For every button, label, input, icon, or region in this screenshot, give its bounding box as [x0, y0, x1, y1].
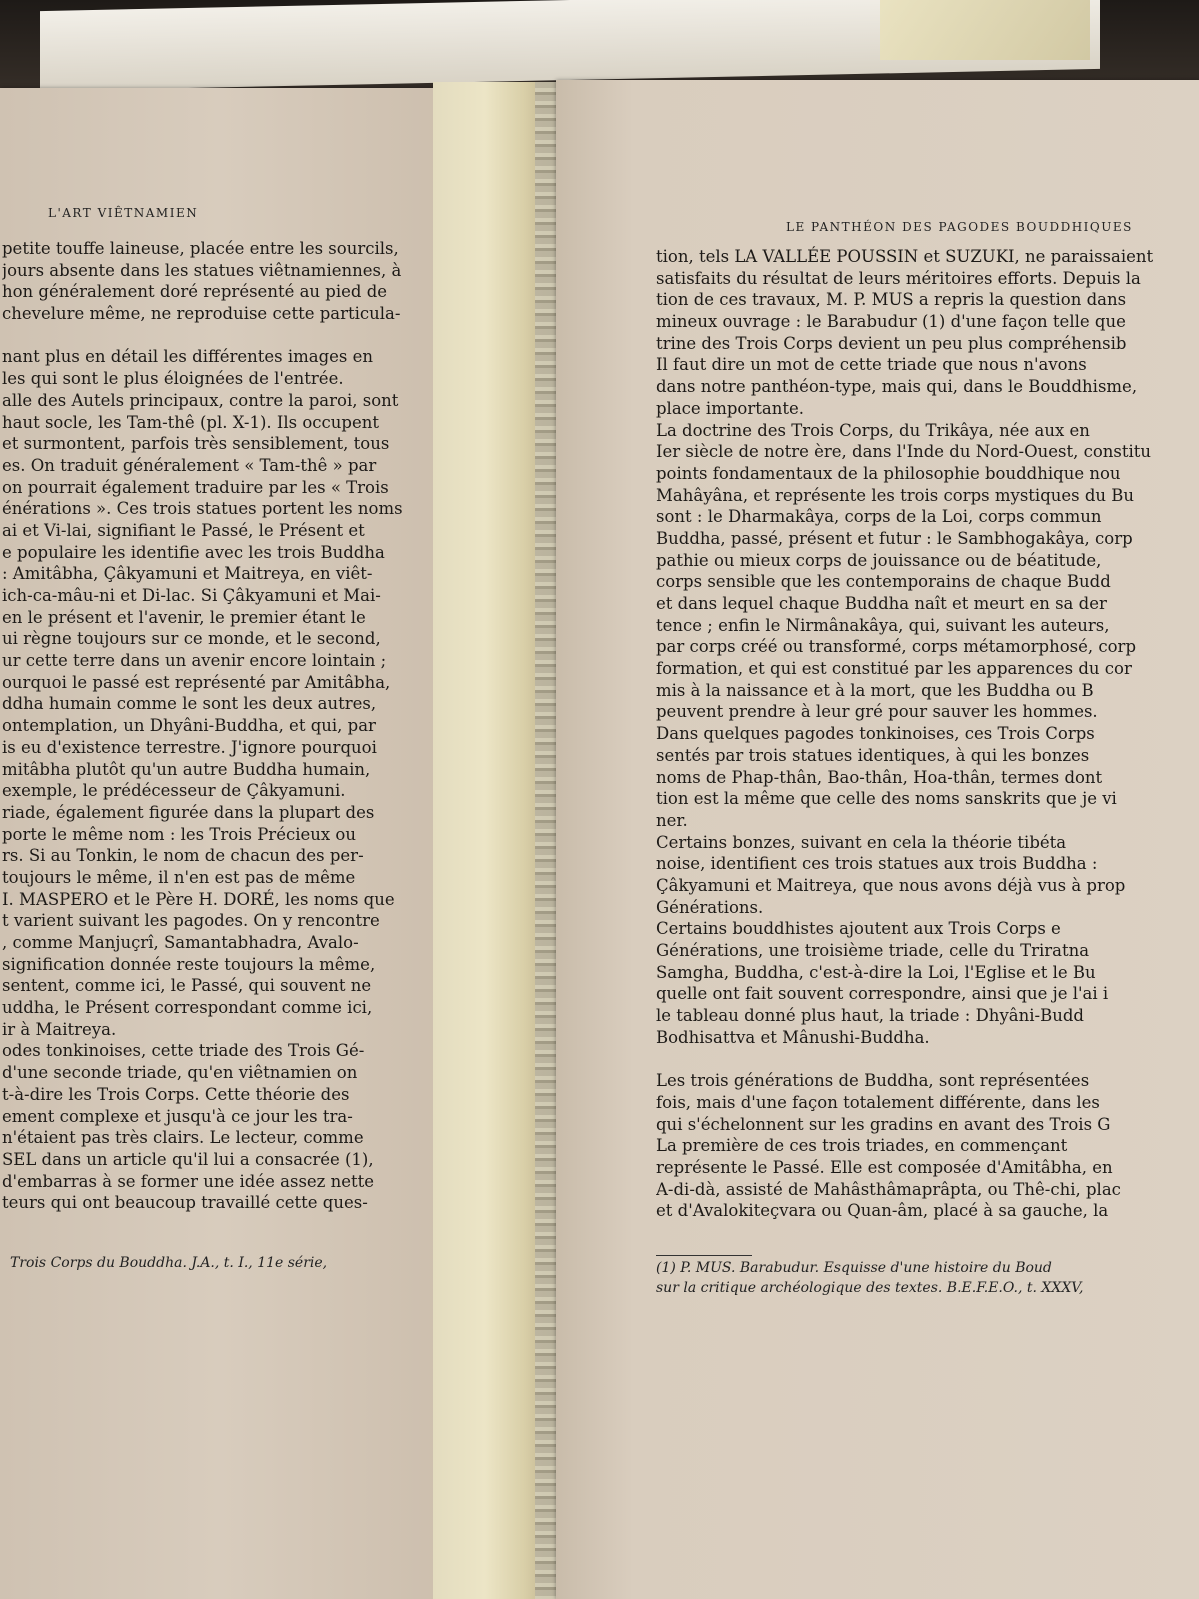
- text-line: noms de Phap-thân, Bao-thân, Hoa-thân, termes dont: [656, 767, 1103, 787]
- text-line: haut socle, les Tam-thê (pl. X-1). Ils occupent: [2, 412, 380, 432]
- text-line: Certains bonzes, suivant en cela la théorie tibéta: [656, 832, 1067, 852]
- text-line: rs. Si au Tonkin, le nom de chacun des per-: [2, 846, 364, 866]
- text-line: alle des Autels principaux, contre la paroi, sont: [2, 390, 399, 410]
- text-line: uddha, le Présent correspondant comme ici,: [2, 998, 373, 1018]
- text-line: pathie ou mieux corps de jouissance ou de béatitude,: [656, 550, 1102, 570]
- text-line: hon généralement doré représenté au pied de: [2, 282, 388, 302]
- text-line: ui règne toujours sur ce monde, et le second,: [2, 629, 381, 649]
- text-line: Buddha, passé, présent et futur : le Sambhogakâya, corp: [656, 528, 1133, 548]
- text-line: Générations, une troisième triade, celle du Triratna: [656, 941, 1090, 960]
- text-line: jours absente dans les statues viêtnamiennes, à: [2, 260, 402, 280]
- text-line: par corps créé ou transformé, corps métamorphosé, corp: [656, 637, 1137, 657]
- text-line: es. On traduit généralement « Tam-thê » par: [2, 455, 377, 475]
- text-line: ai et Vi-lai, signifiant le Passé, le Présent et: [2, 520, 365, 540]
- text-line: Ier siècle de notre ère, dans l'Inde du Nord-Ouest, constitu: [656, 442, 1152, 462]
- text-line: tion de ces travaux, M. P. MUS a repris la question dans: [656, 290, 1127, 310]
- text-line: porte le même nom : les Trois Précieux ou: [2, 824, 356, 844]
- left-page: [0, 88, 440, 1599]
- text-line: A-di-dà, assisté de Mahâsthâmaprâpta, ou Thê-chi, plac: [656, 1179, 1121, 1199]
- text-line: tence ; enfin le Nirmânakâya, qui, suivant les auteurs,: [656, 615, 1110, 635]
- text-line: nant plus en détail les différentes images en: [2, 347, 374, 367]
- text-line: sur la critique archéologique des textes. B.E.F.E.O., t. XXXV,: [656, 1280, 1084, 1296]
- text-line: ich-ca-mâu-ni et Di-lac. Si Çâkyamuni et Mai-: [2, 586, 381, 605]
- text-line: satisfaits du résultat de leurs méritoires efforts. Depuis la: [656, 268, 1141, 288]
- text-line: sentés par trois statues identiques, à qui les bonzes: [656, 745, 1090, 765]
- text-line: toujours le même, il n'en est pas de même: [2, 867, 356, 887]
- text-line: ur cette terre dans un avenir encore lointain ;: [2, 651, 387, 671]
- text-line: t varient suivant les pagodes. On y rencontre: [2, 911, 380, 931]
- text-line: Les trois générations de Buddha, sont représentées: [656, 1071, 1090, 1091]
- text-line: SEL dans un article qu'il lui a consacrée (1),: [2, 1149, 374, 1169]
- left-footnote: Trois Corps du Bouddha. J.A., t. I., 11e série,: [10, 1255, 328, 1271]
- footnote-rule: [656, 1255, 752, 1256]
- text-line: ontemplation, un Dhyâni-Buddha, et qui, par: [2, 716, 376, 736]
- text-line: tion est la même que celle des noms sanskrits que je vi: [656, 789, 1117, 809]
- text-line: n'étaient pas très clairs. Le lecteur, comme: [2, 1128, 364, 1148]
- left-page-body: [2, 238, 430, 1214]
- text-line: d'embarras à se former une idée assez nette: [2, 1171, 375, 1191]
- text-line: Mahâyâna, et représente les trois corps mystiques du Bu: [656, 485, 1135, 505]
- text-line: odes tonkinoises, cette triade des Trois Gé-: [2, 1041, 365, 1061]
- text-line: d'une seconde triade, qu'en viêtnamien on: [2, 1063, 358, 1083]
- text-line: trine des Trois Corps devient un peu plus compréhensib: [656, 333, 1127, 353]
- text-line: les qui sont le plus éloignées de l'entrée.: [2, 369, 344, 389]
- text-line: ner.: [656, 810, 688, 830]
- text-line: mineux ouvrage : le Barabudur (1) d'une façon telle que: [656, 312, 1126, 332]
- text-line: corps sensible que les contemporains de chaque Budd: [656, 572, 1111, 592]
- text-line: qui s'échelonnent sur les gradins en avant des Trois G: [656, 1114, 1111, 1134]
- text-line: ourquoi le passé est représenté par Amitâbha,: [2, 672, 391, 692]
- text-line: La première de ces trois triades, en commençant: [656, 1136, 1068, 1156]
- text-line: place importante.: [656, 398, 804, 418]
- text-line: quelle ont fait souvent correspondre, ainsi que je l'ai i: [656, 984, 1109, 1004]
- text-line: en le présent et l'avenir, le premier étant le: [2, 607, 366, 627]
- text-line: petite touffe laineuse, placée entre les sourcils,: [2, 239, 399, 258]
- text-line: riade, également figurée dans la plupart des: [2, 802, 375, 822]
- text-line: chevelure même, ne reproduise cette particula-: [2, 304, 401, 324]
- text-line: noise, identifient ces trois statues aux trois Buddha :: [656, 854, 1098, 874]
- right-page: [556, 80, 1199, 1599]
- background-tape: [880, 0, 1090, 60]
- text-line: Dans quelques pagodes tonkinoises, ces Trois Corps: [656, 724, 1095, 744]
- text-line: peuvent prendre à leur gré pour sauver les hommes.: [656, 702, 1098, 722]
- text-line: La doctrine des Trois Corps, du Trikâya, née aux en: [656, 420, 1090, 440]
- text-line: (1) P. MUS. Barabudur. Esquisse d'une histoire du Boud: [656, 1260, 1052, 1276]
- text-line: , comme Manjuçrî, Samantabhadra, Avalo-: [2, 933, 359, 952]
- text-line: [656, 1048, 1199, 1070]
- text-line: ement complexe et jusqu'à ce jour les tra-: [2, 1106, 353, 1126]
- text-line: Samgha, Buddha, c'est-à-dire la Loi, l'Eglise et le Bu: [656, 962, 1096, 982]
- text-line: t-à-dire les Trois Corps. Cette théorie des: [2, 1084, 350, 1104]
- text-line: e populaire les identifie avec les trois Buddha: [2, 542, 385, 562]
- text-line: tion, tels LA VALLÉE POUSSIN et SUZUKI, ne paraissaient: [656, 247, 1154, 266]
- text-line: fois, mais d'une façon totalement différente, dans les: [656, 1092, 1100, 1112]
- text-line: on pourrait également traduire par les « Trois: [2, 477, 389, 497]
- text-line: le tableau donné plus haut, la triade : Dhyâni-Budd: [656, 1006, 1084, 1026]
- text-line: ir à Maitreya.: [2, 1019, 117, 1039]
- text-line: signification donnée reste toujours la même,: [2, 954, 376, 974]
- right-footnote: [656, 1260, 1199, 1300]
- text-line: sentent, comme ici, le Passé, qui souvent ne: [2, 976, 372, 996]
- text-line: I. MASPERO et le Père H. DORÉ, les noms que: [2, 889, 395, 909]
- text-line: is eu d'existence terrestre. J'ignore pourquoi: [2, 737, 377, 757]
- text-line: énérations ». Ces trois statues portent les noms: [2, 499, 403, 519]
- text-line: et d'Avalokiteçvara ou Quan-âm, placé à sa gauche, la: [656, 1201, 1109, 1221]
- left-running-head: L'ART VIÊTNAMIEN: [48, 206, 199, 220]
- text-line: ddha humain comme le sont les deux autres,: [2, 694, 377, 714]
- text-line: teurs qui ont beaucoup travaillé cette ques-: [2, 1193, 368, 1213]
- text-line: représente le Passé. Elle est composée d'Amitâbha, en: [656, 1157, 1113, 1177]
- text-line: sont : le Dharmakâya, corps de la Loi, corps commun: [656, 507, 1102, 527]
- text-line: Il faut dire un mot de cette triade que nous n'avons: [656, 355, 1087, 375]
- text-line: dans notre panthéon-type, mais qui, dans le Bouddhisme,: [656, 377, 1138, 397]
- text-line: mis à la naissance et à la mort, que les Buddha ou B: [656, 680, 1094, 700]
- text-line: Çâkyamuni et Maitreya, que nous avons déjà vus à prop: [656, 875, 1126, 895]
- binding-seam: [535, 82, 557, 1599]
- text-line: mitâbha plutôt qu'un autre Buddha humain,: [2, 759, 371, 779]
- text-line: Certains bouddhistes ajoutent aux Trois Corps e: [656, 919, 1061, 939]
- text-line: Générations.: [656, 897, 764, 917]
- text-line: formation, et qui est constitué par les apparences du cor: [656, 659, 1132, 679]
- text-line: Bodhisattva et Mânushi-Buddha.: [656, 1027, 930, 1047]
- text-line: points fondamentaux de la philosophie bouddhique nou: [656, 463, 1121, 483]
- text-line: et dans lequel chaque Buddha naît et meurt en sa der: [656, 594, 1107, 613]
- right-page-body: [656, 246, 1199, 1222]
- text-line: exemple, le prédécesseur de Çâkyamuni.: [2, 781, 346, 801]
- text-line: [2, 325, 430, 347]
- text-line: et surmontent, parfois très sensiblement, tous: [2, 434, 390, 454]
- right-running-head: LE PANTHÉON DES PAGODES BOUDDHIQUES: [786, 220, 1133, 234]
- text-line: : Amitâbha, Çâkyamuni et Maitreya, en viêt-: [2, 564, 373, 584]
